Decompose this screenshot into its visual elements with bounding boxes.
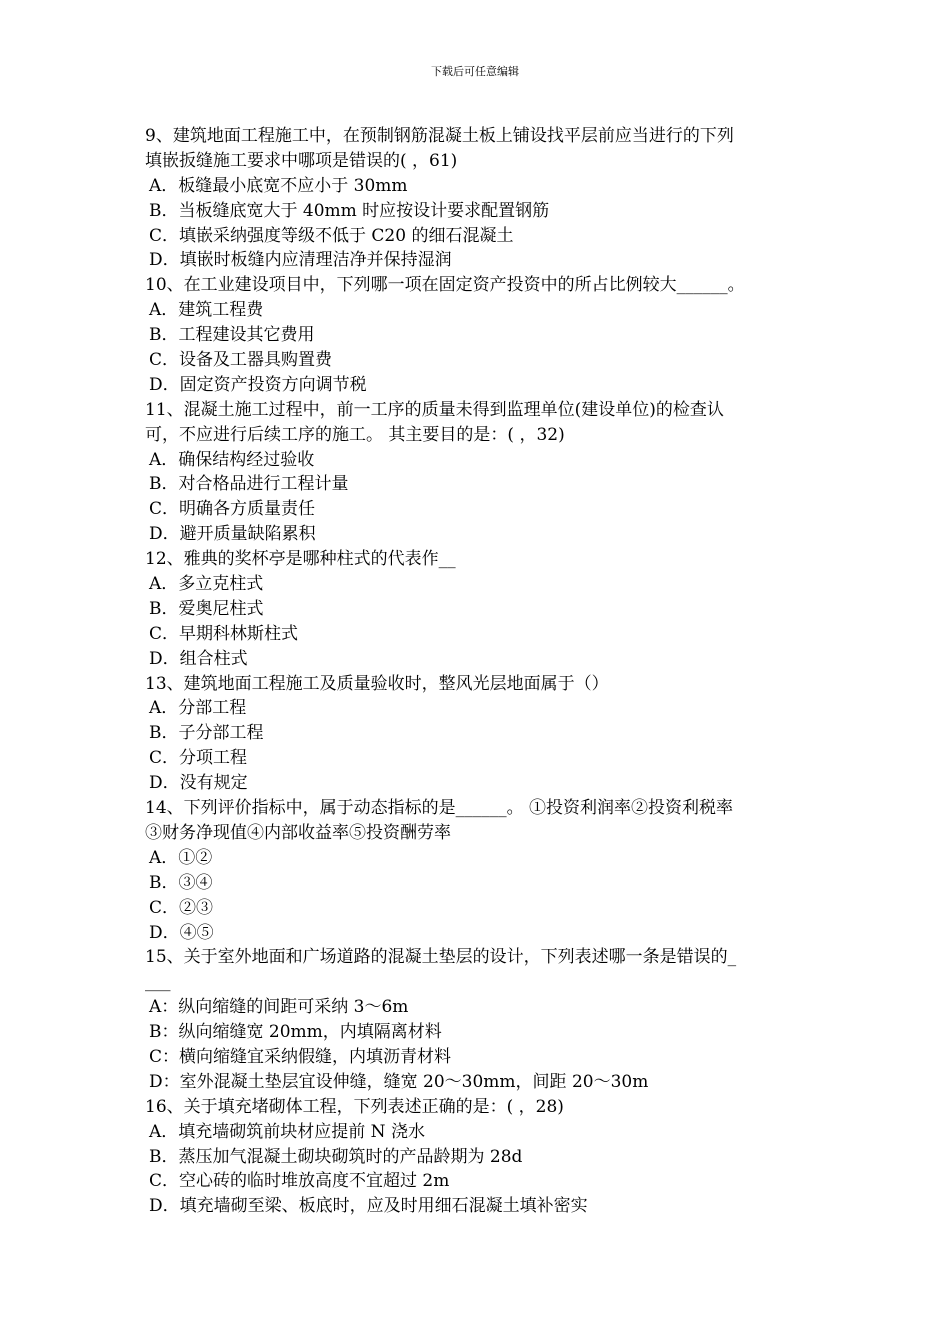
answer-option: B．蒸压加气混凝土砌块砌筑时的产品龄期为 28d	[149, 1146, 523, 1167]
answer-option: C．早期科林斯柱式	[149, 623, 299, 644]
answer-option: C．空心砖的临时堆放高度不宜超过 2m	[149, 1171, 450, 1192]
answer-option: D．填嵌时板缝内应清理洁净并保持湿润	[149, 250, 452, 271]
question-text: 15、关于室外地面和广场道路的混凝土垫层的设计，下列表述哪一条是错误的_	[145, 947, 737, 968]
answer-option: B．爱奥尼柱式	[149, 598, 264, 619]
answer-option: D．填充墙砌至梁、板底时，应及时用细石混凝土填补密实	[149, 1196, 588, 1217]
answer-option: C．分项工程	[149, 748, 248, 769]
answer-option: B．子分部工程	[149, 723, 264, 744]
question-text: 填嵌扳缝施工要求中哪项是错误的( ，61)	[145, 150, 458, 171]
answer-option: D．没有规定	[149, 773, 248, 794]
question-text: 11、混凝土施工过程中，前一工序的质量未得到监理单位(建设单位)的检查认	[145, 399, 724, 420]
answer-option: A．分部工程	[149, 698, 247, 719]
answer-option: D．避开质量缺陷累积	[149, 524, 316, 545]
answer-option: D．固定资产投资方向调节税	[149, 374, 367, 395]
question-text: 12、雅典的奖杯亭是哪种柱式的代表作__	[145, 549, 456, 570]
answer-option: B．当板缝底宽大于 40mm 时应按设计要求配置钢筋	[149, 200, 550, 221]
answer-option: A．①②	[149, 847, 213, 868]
question-text: 13、建筑地面工程施工及质量验收时，整风光层地面属于（）	[145, 673, 609, 694]
question-text: ③财务净现值④内部收益率⑤投资酬劳率	[145, 822, 451, 843]
answer-option: D．组合柱式	[149, 648, 248, 669]
question-text: ___	[145, 972, 171, 993]
page-header: 下载后可任意编辑	[431, 65, 519, 78]
answer-option: C．填嵌采纳强度等级不低于 C20 的细石混凝土	[149, 225, 514, 246]
answer-option: D．④⑤	[149, 922, 214, 943]
answer-option: B：纵向缩缝宽 20mm，内填隔离材料	[149, 1022, 442, 1043]
question-text: 16、关于填充堵砌体工程，下列表述正确的是：( ，28)	[145, 1096, 564, 1117]
answer-option: B．③④	[149, 872, 213, 893]
question-text: 9、建筑地面工程施工中，在预制钢筋混凝土板上铺设找平层前应当进行的下列	[145, 126, 734, 146]
question-text: 14、下列评价指标中，属于动态指标的是______。 ①投资利润率②投资利税率	[145, 798, 734, 819]
question-text: 10、在工业建设项目中，下列哪一项在固定资产投资中的所占比例较大______。	[145, 275, 745, 296]
answer-option: B．对合格品进行工程计量	[149, 474, 349, 495]
answer-option: A．确保结构经过验收	[149, 449, 315, 470]
answer-option: C：横向缩缝宜采纳假缝，内填沥青材料	[149, 1046, 452, 1067]
question-text: 可，不应进行后续工序的施工。 其主要目的是：( ，32)	[145, 424, 565, 445]
answer-option: C．设备及工器具购置费	[149, 350, 333, 371]
answer-option: A：纵向缩缝的间距可采纳 3～6m	[149, 997, 409, 1018]
answer-option: C．②③	[149, 897, 214, 918]
answer-option: B．工程建设其它费用	[149, 325, 315, 346]
answer-option: D：室外混凝土垫层宜设伸缝，缝宽 20～30mm，间距 20～30m	[149, 1071, 649, 1092]
answer-option: A．填充墙砌筑前块材应提前 N 浇水	[149, 1121, 425, 1142]
answer-option: A．建筑工程费	[149, 300, 264, 321]
answer-option: A．板缝最小底宽不应小于 30mm	[149, 175, 408, 196]
answer-option: A．多立克柱式	[149, 574, 264, 595]
answer-option: C．明确各方质量责任	[149, 499, 316, 520]
document-body	[145, 124, 810, 1219]
